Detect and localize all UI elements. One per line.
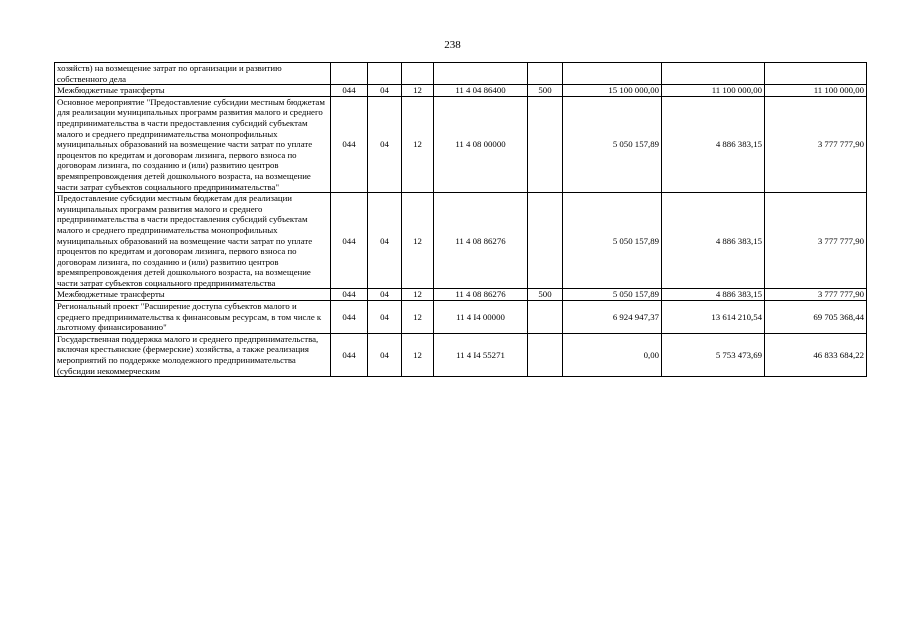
grbs-code-cell: 044 (331, 96, 368, 192)
expense-type-cell (528, 193, 563, 289)
grbs-code-cell: 044 (331, 301, 368, 334)
section-code-cell: 04 (368, 193, 402, 289)
target-article-cell: 11 4 I4 00000 (434, 301, 528, 334)
table-row (55, 193, 867, 289)
amount-year-1-cell: 15 100 000,00 (563, 85, 662, 97)
grbs-code-cell: 044 (331, 193, 368, 289)
row-name-cell: Региональный проект "Расширение доступа субъектов малого и среднего предпринимательства к финансовым ресурсам, в том числе к льготному финансированию" (55, 301, 331, 334)
amount-year-3-cell: 3 777 777,90 (765, 289, 867, 301)
grbs-code-cell: 044 (331, 85, 368, 97)
amount-year-1-cell: 5 050 157,89 (563, 193, 662, 289)
row-name-cell: Государственная поддержка малого и среднего предпринимательства, включая крестьянские (фермерские) хозяйства, а также реализация мероприятий по поддержке молодежного предпринимательства (субсидии некоммерческим (55, 333, 331, 376)
subsection-code-cell: 12 (402, 96, 434, 192)
expense-type-cell (528, 96, 563, 192)
row-name-cell: Межбюджетные трансферты (55, 85, 331, 97)
grbs-code-cell (331, 63, 368, 85)
amount-year-3-cell: 69 705 368,44 (765, 301, 867, 334)
amount-year-1-cell: 0,00 (563, 333, 662, 376)
subsection-code-cell (402, 63, 434, 85)
subsection-code-cell: 12 (402, 289, 434, 301)
amount-year-3-cell: 46 833 684,22 (765, 333, 867, 376)
section-code-cell: 04 (368, 96, 402, 192)
target-article-cell: 11 4 08 86276 (434, 193, 528, 289)
amount-year-3-cell: 11 100 000,00 (765, 85, 867, 97)
target-article-cell: 11 4 08 00000 (434, 96, 528, 192)
section-code-cell: 04 (368, 333, 402, 376)
table-row (55, 289, 867, 301)
expense-type-cell: 500 (528, 289, 563, 301)
amount-year-1-cell: 6 924 947,37 (563, 301, 662, 334)
table-row (55, 85, 867, 97)
target-article-cell: 11 4 04 86400 (434, 85, 528, 97)
row-name-cell: Межбюджетные трансферты (55, 289, 331, 301)
table-body (55, 63, 867, 377)
expense-type-cell (528, 333, 563, 376)
grbs-code-cell: 044 (331, 289, 368, 301)
amount-year-3-cell: 3 777 777,90 (765, 193, 867, 289)
section-code-cell: 04 (368, 85, 402, 97)
table-row (55, 333, 867, 376)
amount-year-2-cell: 4 886 383,15 (662, 289, 765, 301)
table-row (55, 301, 867, 334)
expense-type-cell: 500 (528, 85, 563, 97)
subsection-code-cell: 12 (402, 301, 434, 334)
subsection-code-cell: 12 (402, 85, 434, 97)
amount-year-3-cell (765, 63, 867, 85)
page-number: 238 (444, 39, 461, 51)
target-article-cell: 11 4 I4 55271 (434, 333, 528, 376)
expense-type-cell (528, 63, 563, 85)
amount-year-3-cell: 3 777 777,90 (765, 96, 867, 192)
amount-year-1-cell: 5 050 157,89 (563, 289, 662, 301)
amount-year-2-cell: 4 886 383,15 (662, 96, 765, 192)
grbs-code-cell: 044 (331, 333, 368, 376)
amount-year-1-cell (563, 63, 662, 85)
row-name-cell: Основное мероприятие "Предоставление субсидии местным бюджетам для реализации муниципальных программ развития малого и среднего предпринимательства в части предоставления субсидий субъектам малого и среднего предпринимательства монопрофильных муниципальных образований на возмещение части затрат по уплате процентов по кредитам и договорам лизинга, первого взноса по договорам лизинга, по созданию и (или) развитию центров времяпрепровождения детей дошкольного возраста, на возмещение части затрат субъектов социального предпринимательства" (55, 96, 331, 192)
expense-type-cell (528, 301, 563, 334)
subsection-code-cell: 12 (402, 193, 434, 289)
amount-year-2-cell (662, 63, 765, 85)
budget-table (54, 62, 867, 377)
target-article-cell: 11 4 08 86276 (434, 289, 528, 301)
amount-year-2-cell: 11 100 000,00 (662, 85, 765, 97)
table-row (55, 63, 867, 85)
table-row (55, 96, 867, 192)
amount-year-2-cell: 5 753 473,69 (662, 333, 765, 376)
row-name-cell: Предоставление субсидии местным бюджетам для реализации муниципальных программ развития малого и среднего предпринимательства в части предоставления субсидий субъектам малого и среднего предпринимательства монопрофильных муниципальных образований на возмещение части затрат по уплате процентов по кредитам и договорам лизинга, первого взноса по договорам лизинга, по созданию и (или) развитию центров времяпрепровождения детей дошкольного возраста, на возмещение части затрат субъектов социального предпринимательства (55, 193, 331, 289)
subsection-code-cell: 12 (402, 333, 434, 376)
amount-year-2-cell: 13 614 210,54 (662, 301, 765, 334)
target-article-cell (434, 63, 528, 85)
row-name-cell: хозяйств) на возмещение затрат по организации и развитию собственного дела (55, 63, 331, 85)
section-code-cell (368, 63, 402, 85)
section-code-cell: 04 (368, 301, 402, 334)
amount-year-1-cell: 5 050 157,89 (563, 96, 662, 192)
amount-year-2-cell: 4 886 383,15 (662, 193, 765, 289)
section-code-cell: 04 (368, 289, 402, 301)
